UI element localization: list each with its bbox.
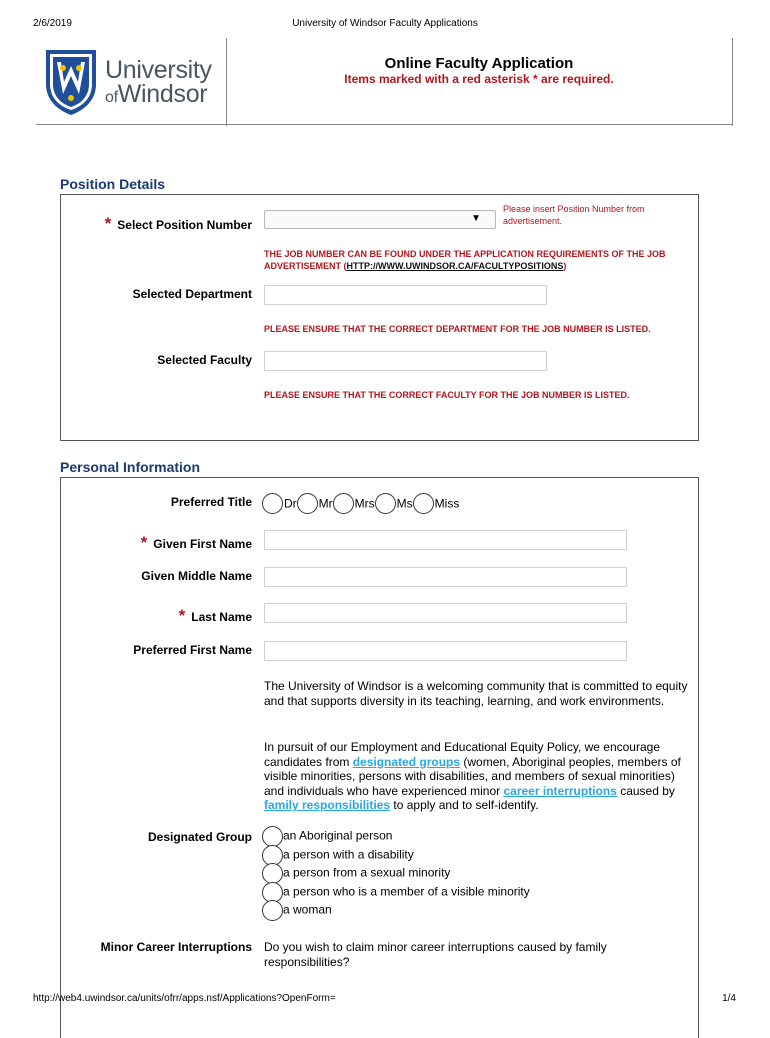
radio-circle-icon[interactable] [262,863,283,884]
wordmark-line2: Windsor [117,80,208,108]
print-date: 2/6/2019 [33,18,72,29]
footer-url: http://web4.uwindsor.ca/units/ofrr/apps.nsf/Applications?OpenForm= [33,993,336,1004]
required-asterisk: * [104,214,112,233]
department-note: PLEASE ENSURE THAT THE CORRECT DEPARTMENT FOR THE JOB NUMBER IS LISTED. [264,324,651,334]
designated-group-option[interactable]: a person who is a member of a visible minority [262,882,530,901]
required-note: Items marked with a red asterisk * are required. [344,72,614,86]
designated-group-option[interactable]: an Aboriginal person [262,826,530,845]
preferred-first-name-input[interactable] [264,641,627,661]
position-number-hint: Please insert Position Number from advertisement. [503,204,645,226]
page-title: Online Faculty Application [384,55,574,72]
designated-group-option[interactable]: a woman [262,900,530,919]
position-number-label: * Select Position Number [104,214,252,233]
radio-circle-icon[interactable] [333,493,354,514]
radio-circle-icon[interactable] [262,826,283,847]
title-option-mr[interactable]: Mr [297,493,333,514]
preferred-title-label: Preferred Title [170,495,252,509]
designated-group-label: Designated Group [147,830,252,844]
wordmark-line1: University [105,56,212,84]
equity-policy-paragraph: In pursuit of our Employment and Educational Equity Policy, we encourage candidates from designated groups (women, Aboriginal peoples, members of visible minorities, persons with disabilities, and members of sexual minorities) and individuals who have experienced minor career interruptions caused by family responsibilities to apply and to self-identify. [264,740,681,813]
equity-statement: The University of Windsor is a welcoming community that is committed to equity and that supports diversity in its teaching, learning, and work environments. [264,679,688,708]
radio-circle-icon[interactable] [297,493,318,514]
given-middle-name-label: Given Middle Name [141,569,252,583]
section-title-personal-information: Personal Information [60,459,201,475]
department-label: Selected Department [132,287,252,301]
faculty-positions-link[interactable]: HTTP://WWW.UWINDSOR.CA/FACULTYPOSITIONS [346,261,564,271]
given-first-name-input[interactable] [264,530,627,550]
print-page-title: University of Windsor Faculty Applications [292,18,478,29]
section-title-position-details: Position Details [60,176,166,192]
given-middle-name-input[interactable] [264,567,627,587]
preferred-first-name-label: Preferred First Name [133,643,252,657]
preferred-title-radio-group [262,493,459,514]
minor-career-question: Do you wish to claim minor career interruptions caused by family responsibilities? [264,940,607,969]
position-number-select[interactable] [264,210,496,229]
faculty-label: Selected Faculty [157,353,252,367]
job-number-note: THE JOB NUMBER CAN BE FOUND UNDER THE APPLICATION REQUIREMENTS OF THE JOB ADVERTISEMENT (HTTP://WWW.UWINDSOR.CA/FACULTYPOSITIONS) [264,249,666,271]
given-first-name-label: * Given First Name [140,533,252,552]
last-name-label: * Last Name [178,606,252,625]
career-interruptions-link[interactable]: career interruptions [503,783,617,798]
radio-circle-icon[interactable] [375,493,396,514]
footer-page-number: 1/4 [722,993,736,1004]
wordmark-of: of [105,89,118,106]
university-shield-logo [44,48,98,116]
title-option-ms[interactable]: Ms [375,493,413,514]
title-option-miss[interactable]: Miss [413,493,460,514]
minor-career-interruptions-label: Minor Career Interruptions [100,940,252,954]
designated-group-option[interactable]: a person from a sexual minority [262,863,530,882]
header-right-border [732,38,733,126]
title-option-mrs[interactable]: Mrs [333,493,375,514]
designated-groups-link[interactable]: designated groups [352,754,461,769]
designated-group-option[interactable]: a person with a disability [262,845,530,864]
last-name-input[interactable] [264,603,627,623]
title-option-dr[interactable]: Dr [262,493,297,514]
header-bottom-border [36,124,733,125]
family-responsibilities-link[interactable]: family responsibilities [264,798,391,813]
designated-group-radio-group [262,826,530,919]
dropdown-arrow-icon: ▼ [471,213,481,224]
department-field[interactable] [264,285,547,305]
faculty-note: PLEASE ENSURE THAT THE CORRECT FACULTY FOR THE JOB NUMBER IS LISTED. [264,390,630,400]
radio-circle-icon[interactable] [262,493,283,514]
required-asterisk: * [140,533,148,552]
faculty-field[interactable] [264,351,547,371]
required-asterisk: * [178,606,186,625]
radio-circle-icon[interactable] [413,493,434,514]
radio-circle-icon[interactable] [262,900,283,921]
university-wordmark [105,58,212,110]
